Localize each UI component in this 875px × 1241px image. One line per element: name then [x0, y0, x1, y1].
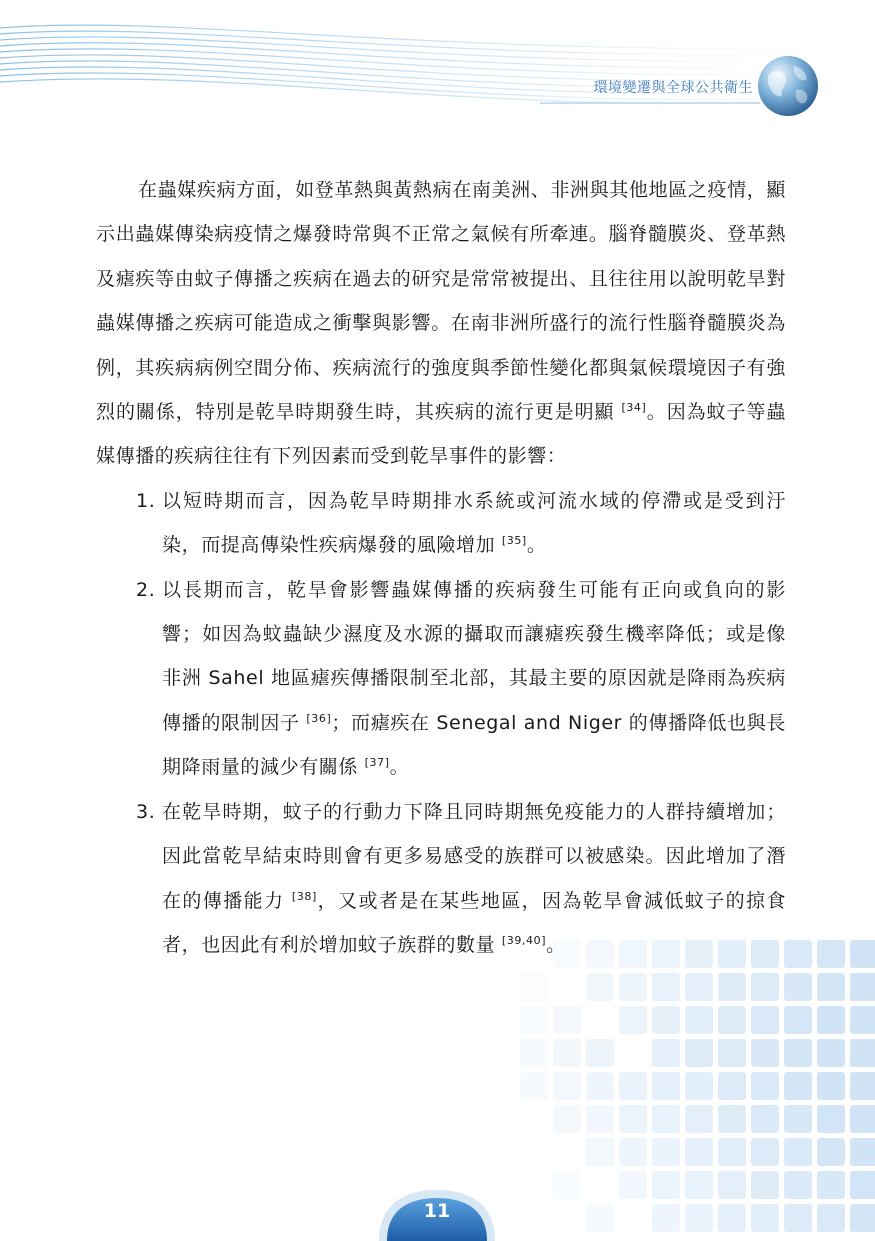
tile [817, 1039, 845, 1067]
running-header-title: 環境變遷與全球公共衛生 [593, 80, 753, 96]
tile [685, 1006, 713, 1034]
tile [652, 1204, 680, 1232]
page-number: 11 [423, 1200, 451, 1222]
tile [718, 1072, 746, 1100]
tile [817, 1072, 845, 1100]
tile [817, 1006, 845, 1034]
tile [784, 1072, 812, 1100]
list-text: 。 [389, 756, 410, 779]
citation: [37] [364, 756, 390, 770]
tile [718, 1138, 746, 1166]
tile [619, 1105, 647, 1133]
list-number: 2. [136, 578, 156, 601]
tile [520, 973, 548, 1001]
citation: [34] [621, 401, 647, 415]
tile [520, 1039, 548, 1067]
tile [652, 1039, 680, 1067]
list-number: 1. [136, 489, 156, 512]
intro-paragraph [96, 168, 786, 479]
tile [553, 1072, 581, 1100]
list-number: 3. [136, 800, 156, 823]
tile [685, 1171, 713, 1199]
citation: [38] [291, 889, 317, 903]
tile [751, 1138, 779, 1166]
tile [619, 1171, 647, 1199]
tile [685, 1138, 713, 1166]
citation: [35] [501, 534, 527, 548]
tile [685, 1039, 713, 1067]
tile [619, 1072, 647, 1100]
tile [751, 1204, 779, 1232]
factor-list [96, 479, 786, 967]
tile [586, 1138, 614, 1166]
list-item [96, 479, 786, 568]
tile [685, 973, 713, 1001]
tile [685, 1072, 713, 1100]
tile [850, 1105, 875, 1133]
tile [817, 1171, 845, 1199]
list-text: ，又或者是在某些地區，因為乾旱會減低蚊子的掠食者，也因此有利於增加蚊子族群的數量 [162, 889, 787, 956]
tile [652, 1072, 680, 1100]
tile [685, 1204, 713, 1232]
tile [619, 1138, 647, 1166]
tile [850, 1039, 875, 1067]
tile [718, 1006, 746, 1034]
tile [718, 1204, 746, 1232]
tile [817, 1138, 845, 1166]
tile [619, 973, 647, 1001]
tile [751, 1072, 779, 1100]
tile [784, 973, 812, 1001]
tile [553, 1105, 581, 1133]
intro-text: 在蟲媒疾病方面，如登革熱與黃熱病在南美洲、非洲與其他地區之疫情，顯示出蟲媒傳染病疫情之爆發時常與不正常之氣候有所牽連。腦脊髓膜炎、登革熱及瘧疾等由蚊子傳播之疾病在過去的研究是常常被提出、且往往用以說明乾旱對蟲媒傳播之疾病可能造成之衝擊與影響。在南非洲所盛行的流行性腦脊髓膜炎為例，其疾病病例空間分佈、疾病流行的強度與季節性變化都與氣候環境因子有強烈的關係，特別是乾旱時期發生時，其疾病的流行更是明顯 [96, 179, 786, 424]
tile [652, 973, 680, 1001]
tile [553, 1171, 581, 1199]
tile [784, 1039, 812, 1067]
tile [850, 1171, 875, 1199]
citation: [39,40] [501, 933, 547, 947]
tile [586, 973, 614, 1001]
tile [718, 1171, 746, 1199]
tile [586, 1204, 614, 1232]
tile [850, 1204, 875, 1232]
tile [553, 1039, 581, 1067]
list-item [96, 568, 786, 790]
tile [817, 973, 845, 1001]
tile [784, 1006, 812, 1034]
tile [751, 1171, 779, 1199]
list-text: 以長期而言，乾旱會影響蟲媒傳播的疾病發生可能有正向或負向的影響；如因為蚊蟲缺少濕度及水源的攝取而讓瘧疾發生機率降低；或是像非洲 Sahel 地區瘧疾傳播限制至北部，其最主要的原因就是降雨為疾病傳播的限制因子 [162, 578, 786, 734]
tile [784, 1171, 812, 1199]
tile [850, 940, 875, 968]
tile [520, 1072, 548, 1100]
list-text: 。 [526, 534, 547, 557]
list-text: ；而瘧疾在 Senegal and Niger 的傳播降低也與長期降雨量的減少有關係 [162, 711, 787, 779]
tile [718, 973, 746, 1001]
tile [718, 1105, 746, 1133]
tile [784, 940, 812, 968]
list-item [96, 790, 786, 968]
body-text [96, 168, 786, 967]
list-text: 在乾旱時期，蚊子的行動力下降且同時期無免疫能力的人群持續增加；因此當乾旱結束時則會有更多易感受的族群可以被感染。因此增加了潛在的傳播能力 [162, 800, 786, 912]
tile [553, 1006, 581, 1034]
tile [751, 1039, 779, 1067]
tile [850, 1072, 875, 1100]
tile [817, 940, 845, 968]
tile [850, 973, 875, 1001]
list-text: 。 [546, 933, 566, 956]
tile [652, 1171, 680, 1199]
tile [685, 1105, 713, 1133]
tile [784, 1204, 812, 1232]
tile [850, 1006, 875, 1034]
tile [652, 1105, 680, 1133]
tile [586, 1039, 614, 1067]
tile [718, 1039, 746, 1067]
tile [751, 1006, 779, 1034]
tile [751, 973, 779, 1001]
tile [652, 1138, 680, 1166]
tile [652, 1006, 680, 1034]
tile [586, 1105, 614, 1133]
tile [784, 1138, 812, 1166]
list-text: 以短時期而言，因為乾旱時期排水系統或河流水域的停滯或是受到汙染，而提高傳染性疾病爆發的風險增加 [162, 489, 786, 557]
tile [817, 1105, 845, 1133]
tile [520, 1006, 548, 1034]
tile [850, 1138, 875, 1166]
tile [751, 1105, 779, 1133]
tile [586, 1072, 614, 1100]
citation: [36] [306, 711, 332, 725]
tile [619, 1006, 647, 1034]
intro-tail: 。因為蚊子等蟲媒傳播的疾病往往有下列因素而受到乾旱事件的影響： [96, 401, 787, 468]
tile [784, 1105, 812, 1133]
tile [817, 1204, 845, 1232]
